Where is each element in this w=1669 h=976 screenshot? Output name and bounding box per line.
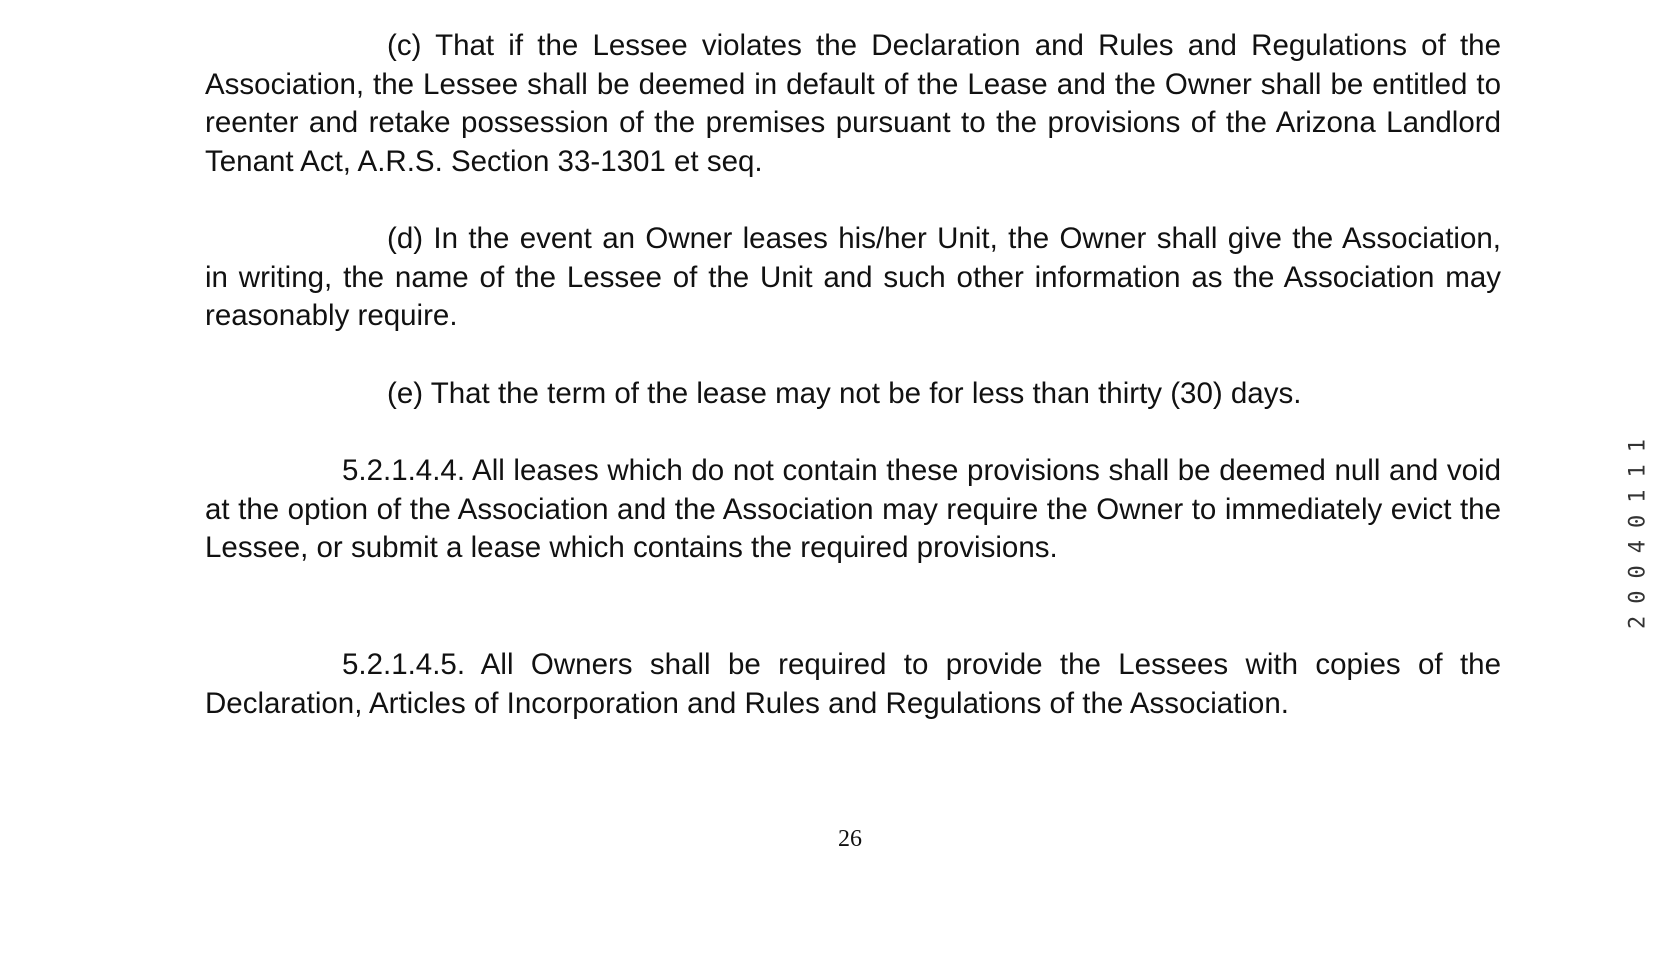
paragraph-c: (c) That if the Lessee violates the Declaration and Rules and Regulations of the Association, the Lessee shall be deemed in default of the Lease and the Owner shall be entitled to reenter and retake possession of the premises pursuant to the provisions of the Arizona Landlord Tenant Act, A.R.S. Section 33-1301 et seq. <box>205 29 1501 178</box>
paragraph-d: (d) In the event an Owner leases his/her Unit, the Owner shall give the Association, in writing, the name of the Lessee of the Unit and such other information as the Association may reasonably require. <box>205 222 1501 332</box>
section-5-2-1-4-5: 5.2.1.4.5. All Owners shall be required to provide the Lessees with copies of the Declaration, Articles of Incorporation and Rules and Regulations of the Association. <box>205 648 1501 720</box>
paragraph-e: (e) That the term of the lease may not be for less than thirty (30) days. <box>387 377 1302 410</box>
margin-stamp <box>1618 358 1658 698</box>
margin-stamp-text: 20040111 <box>1625 427 1651 629</box>
page-number: 26 <box>838 826 862 852</box>
section-5-2-1-4-4: 5.2.1.4.4. All leases which do not contain these provisions shall be deemed null and void at the option of the Association and the Association may require the Owner to immediately evict the Lessee, or submit a lease which contains the required provisions. <box>205 454 1501 564</box>
